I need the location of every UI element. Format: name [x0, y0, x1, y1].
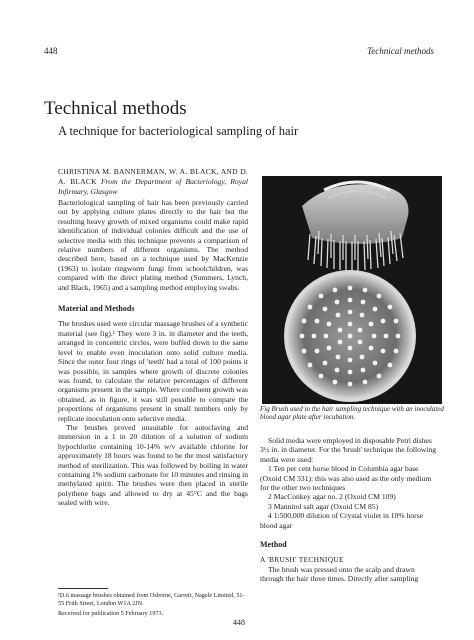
method-heading: Method [260, 540, 287, 550]
page-number: 448 [44, 46, 58, 56]
affiliation: From the Department of Bacteriology, Royal Infirmary, Glasgow [58, 177, 248, 196]
authors: CHRISTINA M. BANNERMAN, W. A. BLACK, AND D. A. BLACK [58, 167, 248, 186]
footnote-text: ¹D.6 massage brushes obtained from Osborne, Garrett, Nagele Limited, 51-55 Frith Street, London W1A 2JN. [58, 592, 245, 607]
media-item-2: 2 MacConkey agar no. 2 (Oxoid CM 109) [268, 492, 396, 502]
media-intro: Solid media were employed in disposable Petri dishes 3½ in. in diameter. For the 'brush' technique the following media were used: [260, 436, 437, 464]
figure-caption: Fig Brush used in the hair sampling technique with an inoculated blood agar plate after incubation. [260, 405, 444, 422]
running-head: Technical methods [367, 46, 434, 56]
method-subheading: A 'BRUSH' TECHNIQUE [260, 555, 344, 565]
figure-photo [262, 176, 442, 404]
brush-plate-image [262, 176, 442, 404]
materials-heading: Material and Methods [58, 304, 135, 314]
media-item-4: 4 1:500,000 dilution of Crystal violet in 10% horse blood agar [260, 511, 424, 530]
footer-page-number: 448 [233, 618, 245, 627]
received-date: Received for publication 5 February 1973. [58, 610, 164, 618]
right-column [260, 436, 440, 584]
intro-paragraph: Bacteriological sampling of hair has been previously carried out by applying culture plates directly to the hair but the resulting heavy growth of mixed organisms could make rapid identification of individual colonies difficult and the use of selective media with this technique prevents a comparison of relative numbers of different organisms. The method described here, based on a technique used by MacKenzie (1963) to isolate ringworm fungi from schoolchildren, was compared with the direct plating method (Summers, Lynch, and Black, 1965) and a sampling method employing swabs. [58, 198, 248, 292]
footnote [58, 592, 248, 618]
media-item-3: 3 Mannitol salt agar (Oxoid CM 85) [268, 501, 379, 511]
footnote-rule [58, 588, 108, 589]
article-title: A technique for bacteriological sampling of hair [58, 124, 299, 138]
left-column [58, 198, 248, 508]
materials-paragraph-1: The brushes used were circular massage brushes of a synthetic material (see fig).¹ They were 3 in. in diameter and the teeth, arranged in concentric circles, were buffed down to the same level to enable even inoculation onto solid culture media. Since the outer four rings of 'teeth' had a total of 100 points it was possible, in samples where growth of discrete colonies was found, to calculate the relative percentages of different organisms present in the sample. Where confluent growth was obtained, as in figure, it was still possible to compare the proportions of organisms present in small numbers only by replicate inoculation onto selective media. [58, 319, 248, 423]
method-paragraph: The brush was pressed onto the scalp and drawn through the hair three times. Directly after sampling [260, 564, 419, 584]
materials-paragraph-2: The brushes proved unsuitable for autoclaving and immersion in a 1 in 20 dilution of a solution of sodium hypochlorite containing 10-14% w/v available chlorine for approximately 18 hours was found to be the most satisfactory method of sterilization. This was followed by boiling in water containing 1% sodium carbonate for 10 minutes and rinsing in methylated spirit. The brushes were then placed in sterile polythene bags and allowed to dry at 45°C and the bags sealed with wire. [58, 422, 248, 508]
section-title: Technical methods [44, 98, 187, 119]
agar-plate-graphic [284, 270, 416, 402]
media-item-1: 1 Ten per cent horse blood in Columbia agar base (Oxoid CM 331): this was also used as the only medium for the other two techniques [260, 464, 432, 493]
authors-affiliation [58, 167, 248, 197]
